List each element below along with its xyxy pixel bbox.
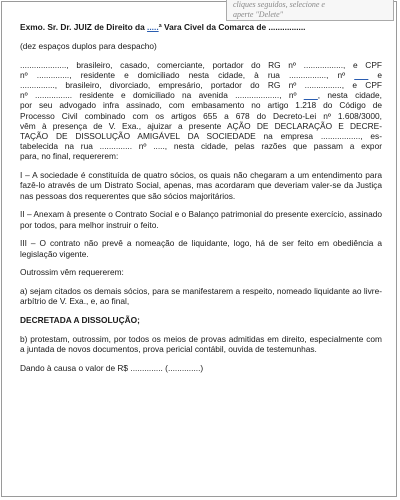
item-i: I – A sociedade é constituída de quatro sócios, os quais não chegaram a um entendimento para fazê-lo através de um Distrato Social, apenas, mas acordaram que deveriam valer-se da Justiça nas pessoas dos requerentes que são sócios majoritários. — [20, 170, 382, 201]
qualification-text: e — [368, 69, 382, 80]
vara-number-link[interactable]: ..... — [147, 22, 159, 32]
qualification-text: nº ................ residente e domiciliado na avenida ..................., nº — [20, 90, 304, 101]
qualification-line: vêm à presença de V. Exa., ajuizar a presente AÇÃO DE DECLARAÇÃO E DECRE- — [20, 120, 382, 131]
qualification-line: tabelecida na rua .............. nº ....., nesta cidade, pelas razões que passam a expor — [20, 141, 382, 152]
hint-line-1: cliques seguidos, selecione e — [233, 0, 325, 9]
qualification-line: Processo Civil combinado com os artigos 655 a 678 do Decreto-Lei nº 1.608/3000, — [20, 110, 382, 121]
qualification-line: ...................., brasileiro, casado, comerciante, portador do RG nº ................., e CPF — [20, 59, 382, 70]
qualification-line — [20, 70, 382, 80]
qualification-paragraph — [20, 60, 382, 162]
spacing-note: (dez espaços duplos para despacho) — [20, 40, 157, 51]
qualification-line: por seu advogado infra assinado, com embasamento no artigo 1.218 do Código de — [20, 100, 382, 111]
title-prefix: Exmo. Sr. Dr. JUIZ de Direito da — [20, 22, 148, 32]
qualification-line: ..............., brasileiro, divorciado, empresário, portador do RG nº ................, e CPF — [20, 80, 382, 90]
document-title — [20, 22, 382, 32]
address-number-link[interactable]: ___ — [354, 69, 369, 80]
item-iii: III – O contrato não prevê a nomeação de liquidante, logo, há de ser feito em obediência a legislação vigente. — [20, 238, 382, 259]
qualification-text: nº .............., residente e domiciliado nesta cidade, à rua ................, nº — [20, 69, 355, 80]
item-a: a) sejam citados os demais sócios, para se manifestarem a respeito, nomeado liquidante ao livre-arbítrio de V. Exa., e, ao final, — [20, 286, 382, 307]
item-b: b) protestam, outrossim, por todos os meios de provas admitidas em direito, especialmente com a juntada de novos documentos, prova pericial contábil, ouvida de testemunhas. — [20, 334, 382, 355]
qualification-line — [20, 90, 382, 100]
item-ii: II – Anexam à presente o Contrato Social e o Balanço patrimonial do presente exercício, assinado por todos, para melhor instruir o feito. — [20, 209, 382, 230]
hint-line-2: aperte "Delete" — [233, 9, 284, 19]
qualification-line: para, no final, requererem: — [20, 151, 119, 162]
title-suffix: ª Vara Civel da Comarca de ................ — [158, 22, 306, 32]
decree-heading: DECRETADA A DISSOLUÇÃO; — [20, 315, 140, 326]
request-intro: Outrossim vêm requererem: — [20, 267, 124, 278]
qualification-line: TAÇÃO DE DISSOLUÇÃO AMIGÁVEL DA SOCIEDADE na empresa ................., es- — [20, 131, 382, 142]
claim-value: Dando à causa o valor de R$ .............. (..............) — [20, 363, 204, 374]
petition-document — [20, 22, 382, 382]
avenue-number-link[interactable]: ___ — [303, 90, 318, 101]
qualification-text: , nesta cidade, — [317, 90, 383, 101]
instruction-hint — [226, 0, 394, 21]
